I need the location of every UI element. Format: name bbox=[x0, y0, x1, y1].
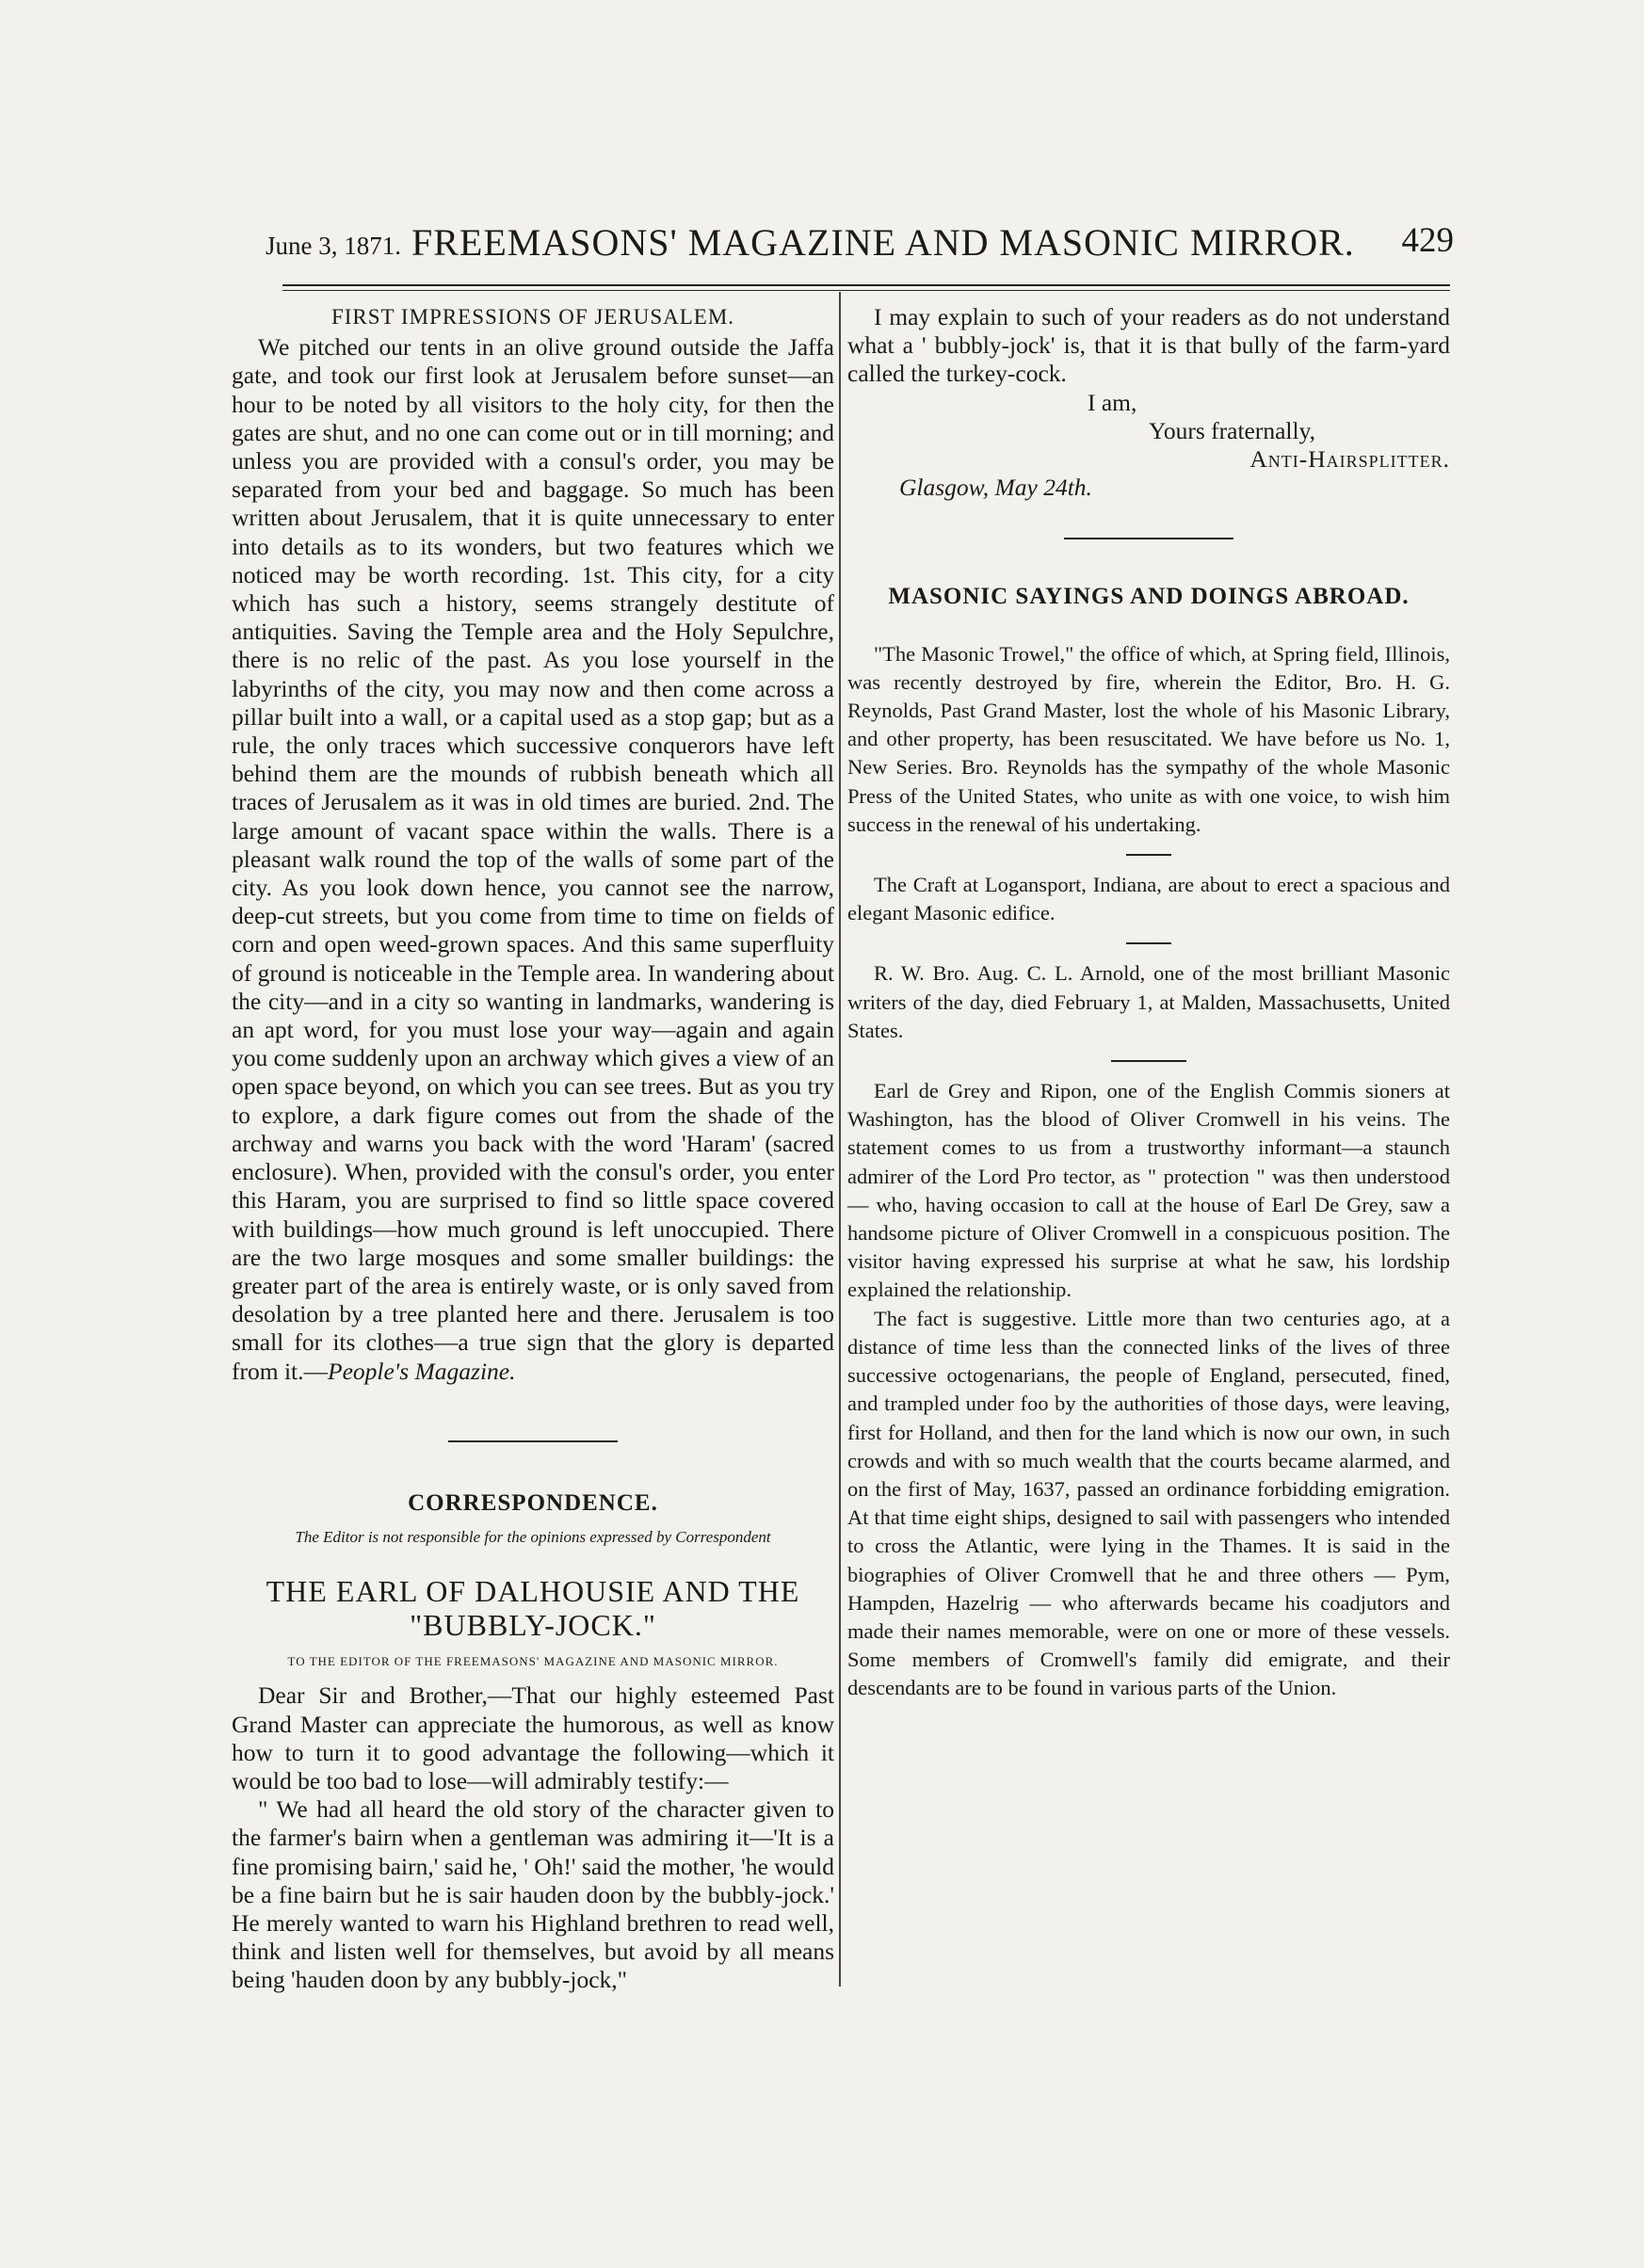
right-column bbox=[847, 303, 1450, 1703]
header-title: FREEMASONS' MAGAZINE AND MASONIC MIRROR. bbox=[411, 221, 1355, 264]
signoff-name: Anti-Hairsplitter. bbox=[1249, 445, 1450, 474]
masonic-items bbox=[847, 640, 1450, 1703]
masonic-item: Earl de Grey and Ripon, one of the English Commis sioners at Washington, has the blood of Oliver Cromwell in his veins. The statement comes to us from a trustworthy informant—a staunch admirer of the Lord Pro tector, as " protection " was then understood — who, having occasion to call at the house of Earl De Grey, saw a handsome picture of Oliver Cromwell in a conspicuous position. The visitor having expressed his surprise at what he saw, his lordship explained the relationship. bbox=[847, 1079, 1450, 1302]
page-header bbox=[266, 218, 1454, 275]
masonic-item: The fact is suggestive. Little more than two centuries ago, at a distance of time less than the connected links of the lives of three successive octogenarians, the people of England, persecuted, fined, and trampled under foo by the authorities of those days, were leaving, first for Holland, and then for the land which is now our own, in such crowds and with so much wealth that the courts became alarmed, and on the first of May, 1637, passed an ordinance forbidding emigration. At that time eight ships, designed to sail with passengers who intended to cross the Atlantic, were lying in the Thames. It is said in the biographies of Oliver Cromwell that he and three others — Pym, Hampden, Hazelrig — who afterwards became his coadjutors and made their names memorable, were on one or more of these vessels. Some members of Cromwell's family did emigrate, and their descendants are to be found in various parts of the Union. bbox=[847, 1306, 1450, 1700]
signoff-yours: Yours fraternally, bbox=[1149, 416, 1316, 444]
signoff-i-am: I am, bbox=[1088, 388, 1137, 416]
item-separator bbox=[1126, 942, 1171, 944]
masonic-item: R. W. Bro. Aug. C. L. Arnold, one of the most brilliant Masonic writers of the day, died February 1, at Malden, Massachusetts, United States. bbox=[847, 961, 1450, 1042]
correspondence-heading: CORRESPONDENCE. bbox=[408, 1489, 658, 1516]
jerusalem-article bbox=[232, 333, 834, 1386]
jerusalem-heading: FIRST IMPRESSIONS OF JERUSALEM. bbox=[330, 305, 735, 329]
signoff-place: Glasgow, May 24th. bbox=[899, 474, 1092, 502]
item-separator bbox=[1126, 854, 1171, 856]
column-divider bbox=[839, 292, 841, 1987]
letter-paragraph-3: I may explain to such of your readers as do not understand what a ' bubbly-jock' is, that it is that bully of the farm-yard called the turkey-cock. bbox=[847, 303, 1450, 388]
section-rule bbox=[448, 1440, 618, 1442]
letter-title: THE EARL OF DALHOUSIE AND THE "BUBBLY-JOCK." bbox=[266, 1574, 800, 1643]
header-rule-top bbox=[282, 284, 1450, 286]
to-editor-line: TO THE EDITOR OF THE FREEMASONS' MAGAZINE AND MASONIC MIRROR. bbox=[287, 1654, 779, 1669]
jerusalem-source: People's Magazine. bbox=[328, 1357, 516, 1385]
section-rule-right bbox=[1064, 538, 1233, 539]
letter-paragraph-2: " We had all heard the old story of the character given to the farmer's bairn when a gentleman was admiring it—'It is a fine promising bairn,' said he, ' Oh!' said the mother, 'he would be a fine bairn but he is sair hauden doon by the bubbly-jock.' He merely wanted to warn his Highland brethren to read well, think and listen well for themselves, but avoid by all means being 'hauden doon by any bubbly-jock," bbox=[232, 1795, 834, 1994]
masonic-heading: MASONIC SAYINGS AND DOINGS ABROAD. bbox=[888, 584, 1410, 610]
editor-disclaimer: The Editor is not responsible for the opinions expressed by Correspondent bbox=[295, 1527, 771, 1546]
left-column bbox=[232, 303, 834, 1995]
masonic-item: The Craft at Logansport, Indiana, are about to erect a spacious and elegant Masonic edifice. bbox=[847, 873, 1450, 925]
letter-paragraph-1: Dear Sir and Brother,—That our highly esteemed Past Grand Master can appreciate the humorous, as well as know how to turn it to good advantage the following—which it would be too bad to lose—will admirably testify:— bbox=[232, 1681, 834, 1794]
jerusalem-body: We pitched our tents in an olive ground outside the Jaffa gate, and took our first look at Jerusalem before sunset—an hour to be noted by all visitors to the holy city, for then the gates are shut, and no one can come out or in till morning; and unless you are provided with a consul's order, you may be separated from your bed and baggage. So much has been written about Jerusalem, that it is quite unnecessary to enter into details as to its wonders, but two features which we noticed may be worth recording. 1st. This city, for a city which has such a history, seems strangely destitute of antiquities. Saving the Temple area and the Holy Sepulchre, there is no relic of the past. As you lose yourself in the labyrinths of the city, you may now and then come across a pillar built into a wall, or a capital used as a stop gap; but as a rule, the only traces which successive conquerors have left behind them are the mounds of rubbish beneath which all traces of Jerusalem as it was in old times are buried. 2nd. The large amount of vacant space within the walls. There is a pleasant walk round the top of the walls of some part of the city. As you look down hence, you cannot see the narrow, deep-cut streets, but you come from time to time on fields of corn and open weed-grown spaces. And this same superfluity of ground is noticeable in the Temple area. In wandering about the city—and in a city so wanting in landmarks, wandering is an apt word, for you must lose your way—again and again you come suddenly upon an archway which gives a view of an open space beyond, on which you can see trees. But as you try to explore, a dark figure comes out from the shade of the archway and warns you back with the word 'Haram' (sacred enclosure). When, provided with the consul's order, you enter this Haram, you are surprised to find so little space covered with buildings—how much ground is left unoccupied. There are the two large mosques and some smaller buildings: the greater part of the area is entirely waste, or is only saved from desolation by a tree planted here and there. Jerusalem is too small for its clothes—a true sign that the glory is departed from it.— bbox=[232, 333, 834, 1385]
masonic-item: "The Masonic Trowel," the office of which, at Spring field, Illinois, was recently destroyed by fire, wherein the Editor, Bro. H. G. Reynolds, Past Grand Master, lost the whole of his Masonic Library, and other property, has been resuscitated. We have before us No. 1, New Series. Bro. Reynolds has the sympathy of the whole Masonic Press of the United States, who unite as with one voice, to wish him success in the renewal of his undertaking. bbox=[847, 641, 1450, 836]
page-number: 429 bbox=[1401, 221, 1454, 260]
header-rule-bottom bbox=[282, 290, 1450, 291]
item-separator bbox=[1111, 1060, 1186, 1062]
header-date: June 3, 1871. bbox=[266, 232, 401, 260]
